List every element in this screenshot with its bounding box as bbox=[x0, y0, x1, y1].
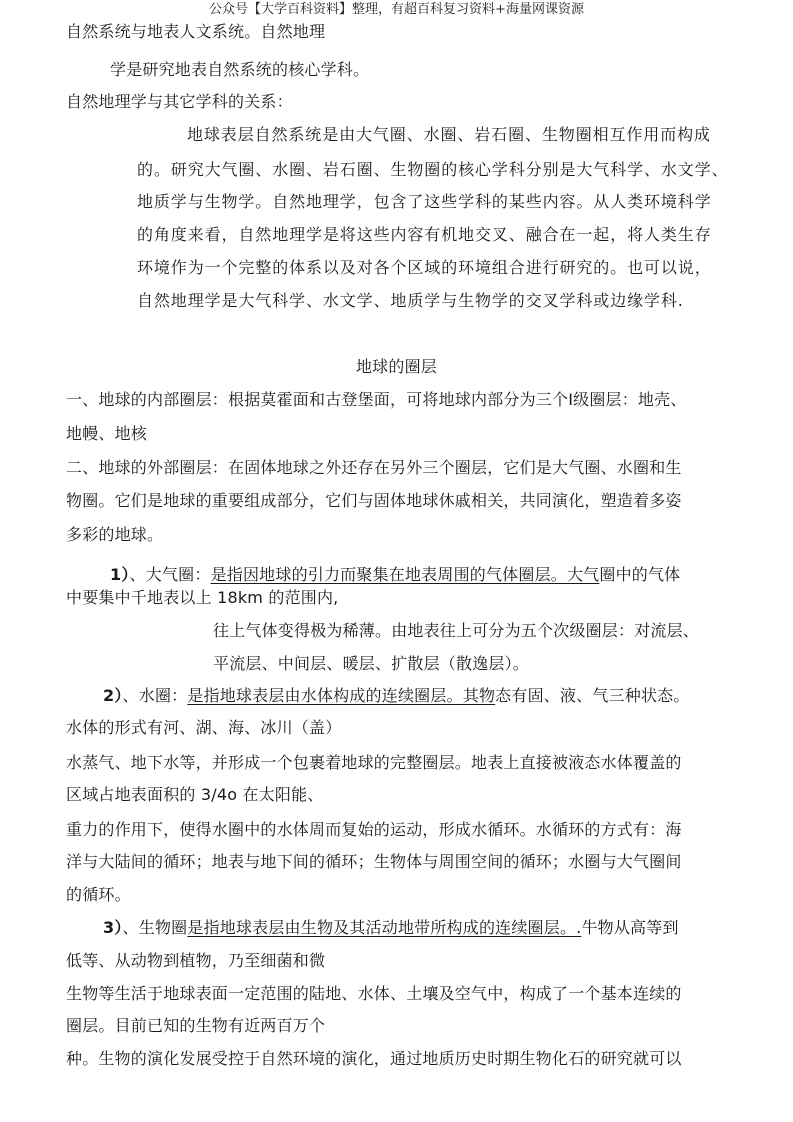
hydrosphere-line-6: 洋与大陆间的循环；地表与地下间的循环；生物体与周围空间的循环；水圈与大气圈间 bbox=[66, 852, 682, 871]
biosphere-definition: 是指地球表层由生物及其活动地带所构成的连续圈层。. bbox=[187, 918, 582, 937]
atmosphere-lead: 、大气圈： bbox=[129, 565, 211, 584]
biosphere-number: 3） bbox=[103, 918, 123, 937]
relation-paragraph-line: 自然地理学是大气科学、水文学、地质学与生物学的交叉学科或边缘学科. bbox=[137, 291, 684, 310]
biosphere-line-4: 圈层。目前已知的生物有近两百万个 bbox=[66, 1016, 326, 1035]
outer-layers-line-2: 物圈。它们是地球的重要组成部分，它们与固体地球休戚相关，共同演化，塑造着多姿 bbox=[66, 491, 682, 510]
biosphere-rest: 牛物从高等到 bbox=[581, 918, 679, 937]
section-title: 地球的圈层 bbox=[355, 357, 437, 376]
outer-layers-line-3: 多彩的地球。 bbox=[66, 525, 164, 544]
relation-paragraph-line: 环境作为一个完整的体系以及对各个区域的环境组合进行研究的。也可以说， bbox=[137, 258, 712, 277]
atmosphere-line-4: 平流层、中间层、暖层、扩散层（散逸层）。 bbox=[213, 654, 530, 673]
atmosphere-rest: 圈中的气体 bbox=[599, 565, 681, 584]
inner-layers-line-1: 一、地球的内部圈层：根据莫霍面和古登堡面，可将地球内部分为三个Ⅰ级圈层：地壳、 bbox=[66, 390, 687, 409]
intro-line-2: 学是研究地表自然系统的核心学科。 bbox=[110, 60, 370, 79]
hydrosphere-line-7: 的循环。 bbox=[66, 885, 131, 904]
atmosphere-line-2: 中要集中千地表以上 18km 的范围内, bbox=[66, 588, 339, 607]
relation-heading: 自然地理学与其它学科的关系： bbox=[66, 92, 293, 111]
biosphere-lead: 、生物圈 bbox=[122, 918, 188, 937]
hydrosphere-rest: 态有固、液、气三种状态。 bbox=[495, 686, 690, 705]
hydrosphere-definition: 是指地球表层由水体构成的连续圈层。其物 bbox=[187, 686, 496, 705]
hydrosphere-number: 2） bbox=[103, 686, 123, 705]
relation-paragraph-line: 地质学与生物学。自然地理学，包含了这些学科的某些内容。从人类环境科学 bbox=[137, 192, 712, 211]
intro-line-1: 自然系统与地表人文系统。自然地理 bbox=[66, 22, 326, 41]
page-header: 公众号【大学百科资料】整理，有超百科复习资料+海量网课资源 bbox=[209, 2, 584, 17]
relation-paragraph-line: 的。研究大气圈、水圈、岩石圈、生物圈的核心学科分别是大气科学、水文学、 bbox=[137, 160, 729, 179]
inner-layers-line-2: 地幔、地核 bbox=[66, 424, 148, 443]
relation-paragraph-line: 地球表层自然系统是由大气圈、水圈、岩石圈、生物圈相互作用而构成 bbox=[187, 125, 711, 144]
atmosphere-line-3: 往上气体变得极为稀薄。由地表往上可分为五个次级圈层：对流层、 bbox=[213, 621, 700, 640]
hydrosphere-line-5: 重力的作用下，使得水圈中的水体周而复始的运动，形成水循环。水循环的方式有：海 bbox=[66, 820, 682, 839]
biosphere-line-5: 种。生物的演化发展受控于自然环境的演化，通过地质历史时期生物化石的研究就可以 bbox=[66, 1049, 682, 1068]
outer-layers-line-1: 二、地球的外部圈层：在固体地球之外还存在另外三个圈层，它们是大气圈、水圈和生 bbox=[66, 458, 682, 477]
atmosphere-definition: 是指因地球的引力而聚集在地表周围的气体圈层。大气 bbox=[210, 565, 600, 584]
hydrosphere-line-1 bbox=[103, 685, 690, 707]
hydrosphere-line-3: 水蒸气、地下水等，并形成一个包裹着地球的完整圈层。地表上直接被液态水体覆盖的 bbox=[66, 753, 682, 772]
hydrosphere-line-2: 水体的形式有河、湖、海、冰川（盖） bbox=[66, 718, 342, 737]
atmosphere-line-1 bbox=[110, 564, 680, 586]
biosphere-line-3: 生物等生活于地球表面一定范围的陆地、水体、土壤及空气中，构成了一个基本连续的 bbox=[66, 984, 682, 1003]
hydrosphere-line-4: 区域占地表面积的 3/4o 在太阳能、 bbox=[66, 785, 324, 804]
atmosphere-number: 1） bbox=[110, 565, 130, 584]
hydrosphere-lead: 、水圈： bbox=[122, 686, 188, 705]
relation-paragraph-line: 的角度来看，自然地理学是将这些内容有机地交叉、融合在一起，将人类生存 bbox=[137, 225, 712, 244]
biosphere-line-1 bbox=[103, 917, 679, 939]
biosphere-line-2: 低等、从动物到植物，乃至细菌和微 bbox=[66, 951, 326, 970]
